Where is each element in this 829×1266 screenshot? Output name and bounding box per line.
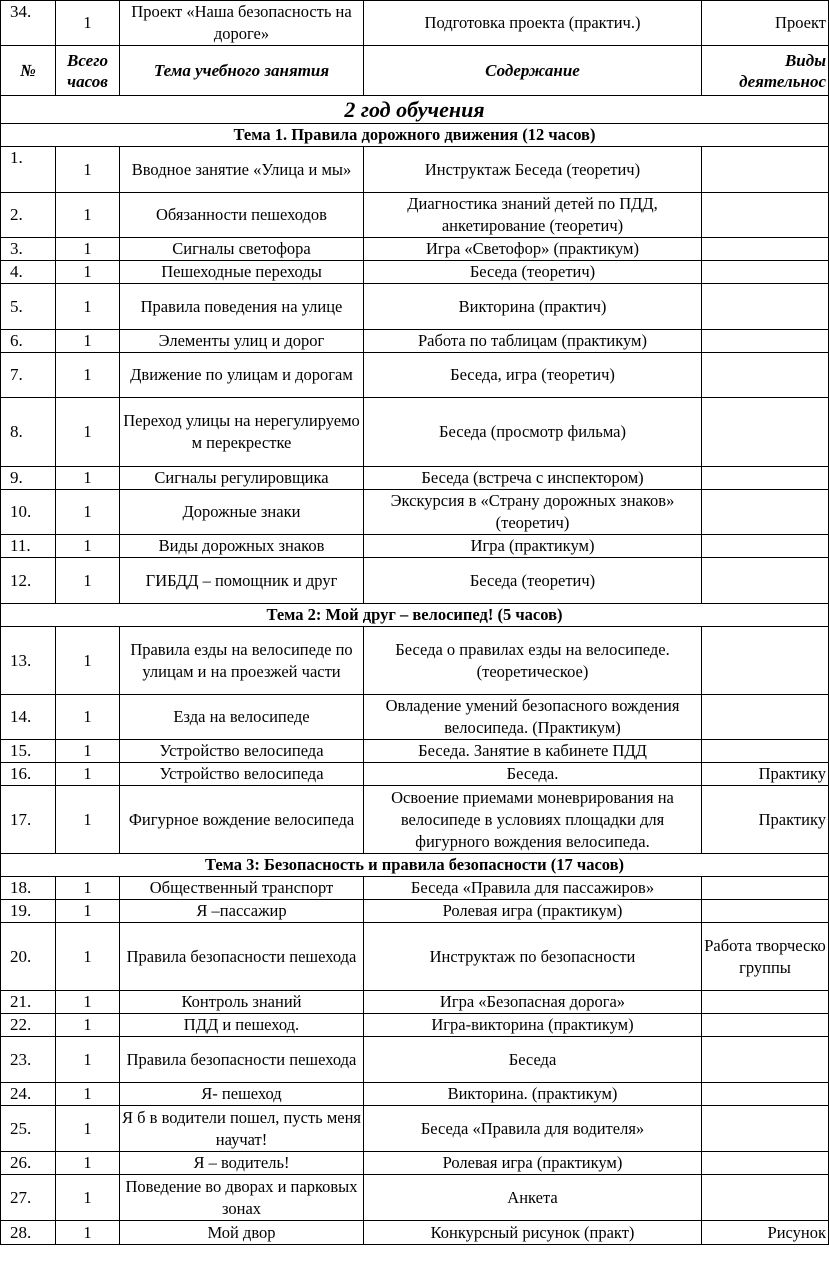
row-number: 3.	[1, 238, 56, 261]
row-number: 14.	[1, 695, 56, 740]
table-row	[1, 1037, 829, 1083]
row-activity	[702, 261, 829, 284]
row-number: 2.	[1, 193, 56, 238]
table-row	[1, 353, 829, 398]
row-content: Работа по таблицам (практикум)	[364, 330, 702, 353]
row-hours: 1	[56, 467, 120, 490]
row-activity	[702, 398, 829, 467]
table-row	[1, 147, 829, 193]
row-content: Инструктаж по безопасности	[364, 923, 702, 991]
row-hours: 1	[56, 695, 120, 740]
row-content: Игра-викторина (практикум)	[364, 1014, 702, 1037]
row-topic: ГИБДД – помощник и друг	[120, 558, 364, 604]
row-number: 10.	[1, 490, 56, 535]
row-topic: Дорожные знаки	[120, 490, 364, 535]
row-hours: 1	[56, 238, 120, 261]
row-activity	[702, 627, 829, 695]
column-header-topic: Тема учебного занятия	[120, 46, 364, 96]
year-row	[1, 96, 829, 124]
row-content: Беседа (теоретич)	[364, 261, 702, 284]
row-number: 25.	[1, 1106, 56, 1152]
row-content: Игра (практикум)	[364, 535, 702, 558]
row-hours: 1	[56, 490, 120, 535]
row-content: Экскурсия в «Страну дорожных знаков» (теоретич)	[364, 490, 702, 535]
row-hours: 1	[56, 353, 120, 398]
table-row	[1, 991, 829, 1014]
row-content: Беседа (встреча с инспектором)	[364, 467, 702, 490]
row-hours: 1	[56, 1221, 120, 1245]
row-number: 24.	[1, 1083, 56, 1106]
row-topic: Пешеходные переходы	[120, 261, 364, 284]
row-topic: Сигналы светофора	[120, 238, 364, 261]
row-number: 23.	[1, 1037, 56, 1083]
row-number: 26.	[1, 1152, 56, 1175]
row-hours: 1	[56, 558, 120, 604]
row-hours: 1	[56, 786, 120, 854]
row-hours: 1	[56, 923, 120, 991]
row-topic: Устройство велосипеда	[120, 763, 364, 786]
row-topic: Общественный транспорт	[120, 877, 364, 900]
row-content: Беседа (просмотр фильма)	[364, 398, 702, 467]
table-row	[1, 1106, 829, 1152]
row-number: 34.	[1, 1, 56, 46]
table-row	[1, 398, 829, 467]
row-activity	[702, 695, 829, 740]
row-content: Беседа (теоретич)	[364, 558, 702, 604]
row-activity	[702, 1106, 829, 1152]
row-topic: ПДД и пешеход.	[120, 1014, 364, 1037]
row-content: Подготовка проекта (практич.)	[364, 1, 702, 46]
row-activity	[702, 1175, 829, 1221]
row-activity	[702, 740, 829, 763]
row-activity	[702, 1152, 829, 1175]
row-content: Ролевая игра (практикум)	[364, 900, 702, 923]
row-activity	[702, 147, 829, 193]
table-row	[1, 1221, 829, 1245]
row-topic: Элементы улиц и дорог	[120, 330, 364, 353]
table-row	[1, 1175, 829, 1221]
row-content: Беседа «Правила для водителя»	[364, 1106, 702, 1152]
row-topic: Правила безопасности пешехода	[120, 1037, 364, 1083]
row-number: 7.	[1, 353, 56, 398]
row-hours: 1	[56, 763, 120, 786]
row-number: 17.	[1, 786, 56, 854]
table-row	[1, 193, 829, 238]
row-activity	[702, 558, 829, 604]
row-topic: Переход улицы на нерегулируемо м перекрестке	[120, 398, 364, 467]
row-hours: 1	[56, 1106, 120, 1152]
row-topic: Сигналы регулировщика	[120, 467, 364, 490]
table-row	[1, 763, 829, 786]
table-row	[1, 900, 829, 923]
row-activity	[702, 238, 829, 261]
row-hours: 1	[56, 1175, 120, 1221]
table-row	[1, 467, 829, 490]
header-row	[1, 46, 829, 96]
row-hours: 1	[56, 330, 120, 353]
row-number: 16.	[1, 763, 56, 786]
row-topic: Вводное занятие «Улица и мы»	[120, 147, 364, 193]
row-activity	[702, 1037, 829, 1083]
row-topic: Мой двор	[120, 1221, 364, 1245]
row-number: 22.	[1, 1014, 56, 1037]
row-topic: Правила езды на велосипеде по улицам и на проезжей части	[120, 627, 364, 695]
row-content: Беседа, игра (теоретич)	[364, 353, 702, 398]
row-hours: 1	[56, 261, 120, 284]
row-activity: Практику	[702, 786, 829, 854]
row-number: 12.	[1, 558, 56, 604]
table-row	[1, 1083, 829, 1106]
row-topic: Поведение во дворах и парковых зонах	[120, 1175, 364, 1221]
row-number: 11.	[1, 535, 56, 558]
row-number: 13.	[1, 627, 56, 695]
row-content: Викторина. (практикум)	[364, 1083, 702, 1106]
row-topic: Я б в водители пошел, пусть меня научат!	[120, 1106, 364, 1152]
row-topic: Виды дорожных знаков	[120, 535, 364, 558]
section-row	[1, 124, 829, 147]
row-activity	[702, 193, 829, 238]
table-row	[1, 923, 829, 991]
row-hours: 1	[56, 1083, 120, 1106]
table-row	[1, 261, 829, 284]
row-number: 1.	[1, 147, 56, 193]
row-hours: 1	[56, 991, 120, 1014]
row-topic: Правила безопасности пешехода	[120, 923, 364, 991]
row-number: 4.	[1, 261, 56, 284]
row-content: Игра «Безопасная дорога»	[364, 991, 702, 1014]
row-topic: Я- пешеход	[120, 1083, 364, 1106]
row-content: Беседа.	[364, 763, 702, 786]
section-row	[1, 854, 829, 877]
row-activity	[702, 490, 829, 535]
section-title: Тема 3: Безопасность и правила безопасности (17 часов)	[1, 854, 829, 877]
row-number: 15.	[1, 740, 56, 763]
row-content: Беседа. Занятие в кабинете ПДД	[364, 740, 702, 763]
row-hours: 1	[56, 193, 120, 238]
section-row	[1, 604, 829, 627]
row-content: Викторина (практич)	[364, 284, 702, 330]
row-activity	[702, 877, 829, 900]
row-hours: 1	[56, 1037, 120, 1083]
row-activity: Рисунок	[702, 1221, 829, 1245]
table-row	[1, 535, 829, 558]
row-topic: Я –пассажир	[120, 900, 364, 923]
row-activity	[702, 900, 829, 923]
row-number: 6.	[1, 330, 56, 353]
table-row	[1, 877, 829, 900]
row-number: 19.	[1, 900, 56, 923]
row-content: Беседа	[364, 1037, 702, 1083]
table-row	[1, 1152, 829, 1175]
row-hours: 1	[56, 1152, 120, 1175]
row-content: Анкета	[364, 1175, 702, 1221]
row-activity: Работа творческо группы	[702, 923, 829, 991]
row-hours: 1	[56, 900, 120, 923]
section-title: Тема 2: Мой друг – велосипед! (5 часов)	[1, 604, 829, 627]
table-row	[1, 238, 829, 261]
table-row	[1, 490, 829, 535]
row-number: 28.	[1, 1221, 56, 1245]
row-hours: 1	[56, 1014, 120, 1037]
row-content: Беседа о правилах езды на велосипеде. (теоретическое)	[364, 627, 702, 695]
row-number: 5.	[1, 284, 56, 330]
row-number: 21.	[1, 991, 56, 1014]
table-row	[1, 695, 829, 740]
row-hours: 1	[56, 627, 120, 695]
row-number: 9.	[1, 467, 56, 490]
row-activity	[702, 467, 829, 490]
section-title: Тема 1. Правила дорожного движения (12 часов)	[1, 124, 829, 147]
table-row	[1, 786, 829, 854]
table-row	[1, 1, 829, 46]
table-row	[1, 330, 829, 353]
table-row	[1, 740, 829, 763]
row-hours: 1	[56, 877, 120, 900]
column-header-hours: Всего часов	[56, 46, 120, 96]
row-content: Диагностика знаний детей по ПДД, анкетирование (теоретич)	[364, 193, 702, 238]
row-topic: Устройство велосипеда	[120, 740, 364, 763]
row-topic: Я – водитель!	[120, 1152, 364, 1175]
row-activity	[702, 330, 829, 353]
column-header-activity: Виды деятельнос	[702, 46, 829, 96]
row-number: 27.	[1, 1175, 56, 1221]
row-topic: Движение по улицам и дорогам	[120, 353, 364, 398]
row-number: 18.	[1, 877, 56, 900]
row-topic: Контроль знаний	[120, 991, 364, 1014]
column-header-content: Содержание	[364, 46, 702, 96]
row-content: Инструктаж Беседа (теоретич)	[364, 147, 702, 193]
row-content: Освоение приемами моневрирования на велосипеде в условиях площадки для фигурного вождения велосипеда.	[364, 786, 702, 854]
row-hours: 1	[56, 147, 120, 193]
row-content: Игра «Светофор» (практикум)	[364, 238, 702, 261]
column-header-number: №	[1, 46, 56, 96]
row-topic: Проект «Наша безопасность на дороге»	[120, 1, 364, 46]
row-activity	[702, 284, 829, 330]
row-content: Беседа «Правила для пассажиров»	[364, 877, 702, 900]
row-number: 8.	[1, 398, 56, 467]
row-hours: 1	[56, 740, 120, 763]
row-topic: Езда на велосипеде	[120, 695, 364, 740]
year-title: 2 год обучения	[1, 96, 829, 124]
table-row	[1, 1014, 829, 1037]
row-hours: 1	[56, 1, 120, 46]
row-hours: 1	[56, 535, 120, 558]
table-row	[1, 284, 829, 330]
row-activity	[702, 1014, 829, 1037]
row-activity	[702, 1083, 829, 1106]
row-hours: 1	[56, 284, 120, 330]
row-hours: 1	[56, 398, 120, 467]
row-number: 20.	[1, 923, 56, 991]
table-row	[1, 627, 829, 695]
table-row	[1, 558, 829, 604]
row-topic: Обязанности пешеходов	[120, 193, 364, 238]
row-activity	[702, 535, 829, 558]
row-activity: Практику	[702, 763, 829, 786]
row-content: Овладение умений безопасного вождения велосипеда. (Практикум)	[364, 695, 702, 740]
row-activity	[702, 353, 829, 398]
row-activity: Проект	[702, 1, 829, 46]
row-content: Ролевая игра (практикум)	[364, 1152, 702, 1175]
row-topic: Фигурное вождение велосипеда	[120, 786, 364, 854]
row-topic: Правила поведения на улице	[120, 284, 364, 330]
row-content: Конкурсный рисунок (практ)	[364, 1221, 702, 1245]
row-activity	[702, 991, 829, 1014]
